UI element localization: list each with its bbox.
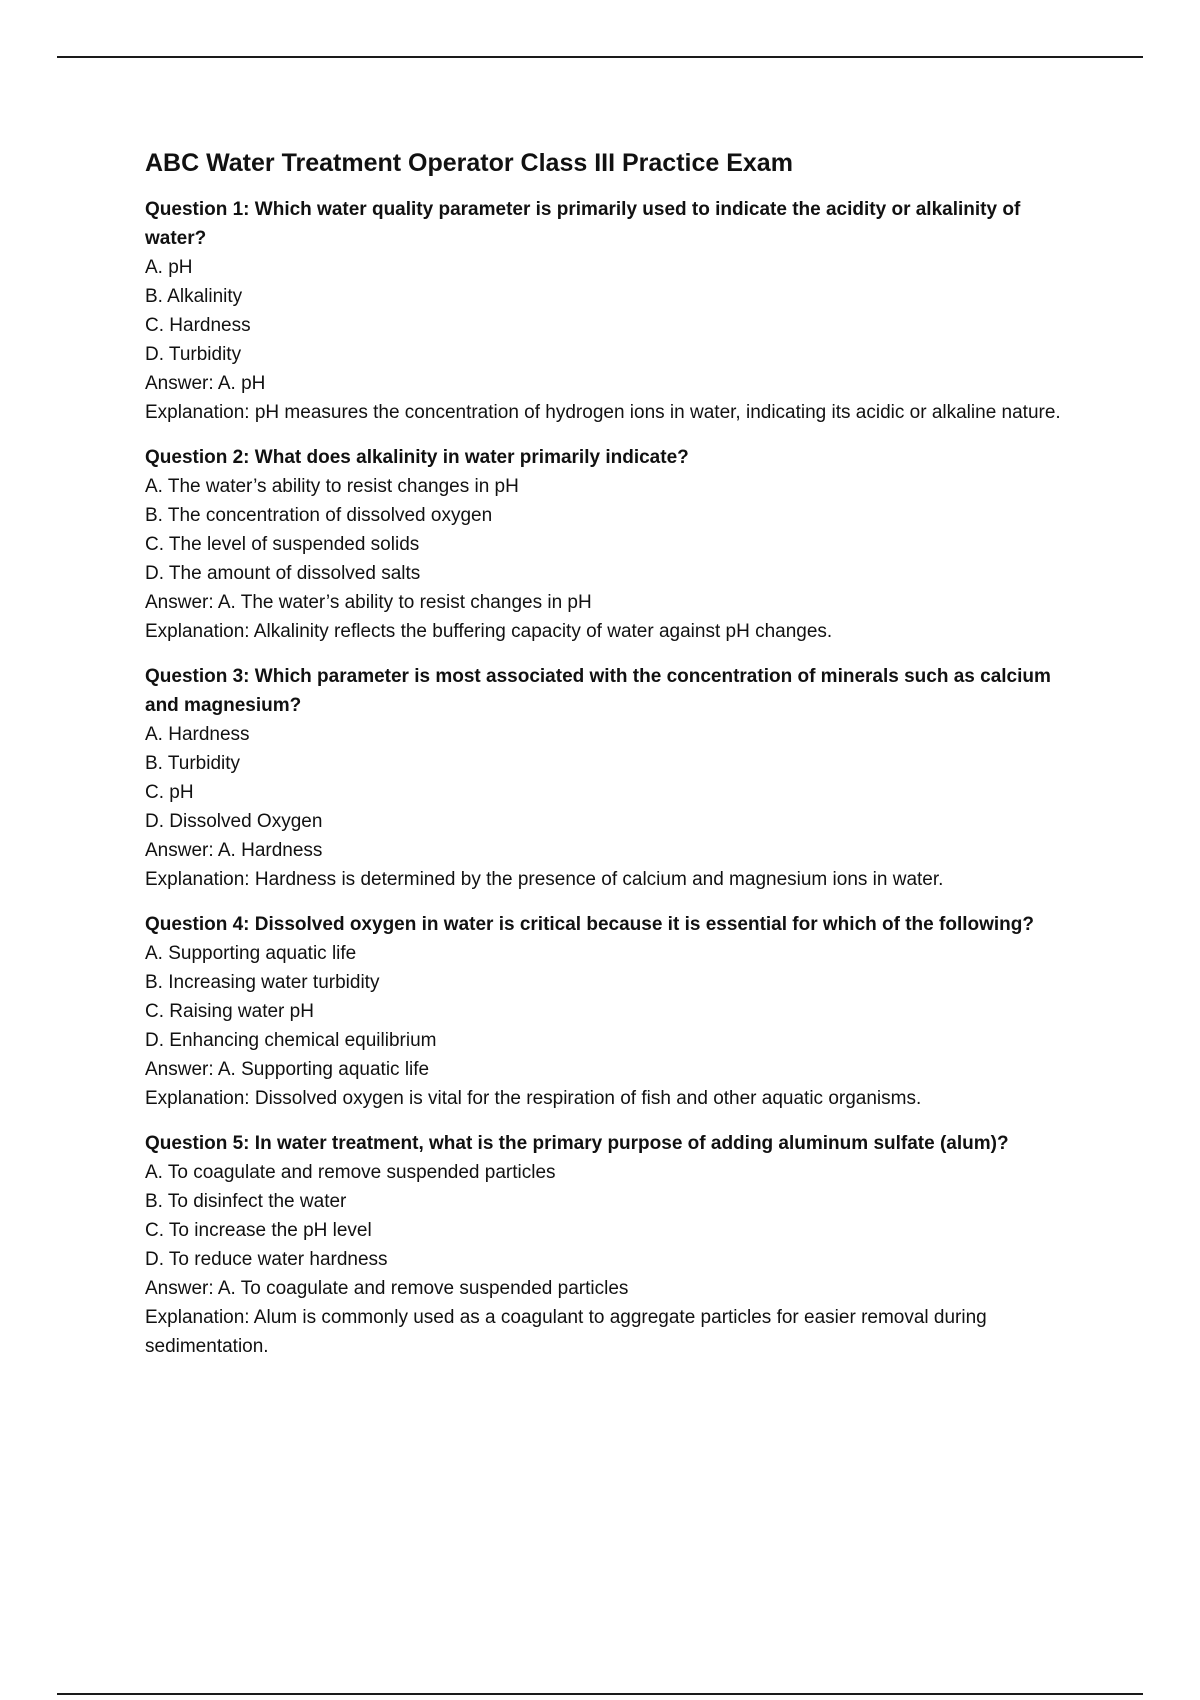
option-b: B. Increasing water turbidity [145,972,380,993]
option-c: C. The level of suspended solids [145,534,420,555]
answer: Answer: A. The water’s ability to resist changes in pH [145,592,592,613]
question-5 [145,1129,1075,1361]
explanation: Explanation: Alum is commonly used as a coagulant to aggregate particles for easier removal during sedimentation. [145,1307,987,1357]
explanation: Explanation: pH measures the concentration of hydrogen ions in water, indicating its acidic or alkaline nature. [145,402,1061,423]
answer: Answer: A. Hardness [145,840,323,861]
question-text: Question 5: In water treatment, what is the primary purpose of adding aluminum sulfate (alum)? [145,1133,1009,1154]
question-text: Question 4: Dissolved oxygen in water is critical because it is essential for which of the following? [145,914,1034,935]
bottom-rule [57,1693,1143,1695]
question-text: Question 3: Which parameter is most associated with the concentration of minerals such as calcium and magnesium? [145,666,1051,716]
option-b: B. To disinfect the water [145,1191,347,1212]
option-a: A. Supporting aquatic life [145,943,357,964]
question-4 [145,910,1075,1113]
explanation: Explanation: Hardness is determined by the presence of calcium and magnesium ions in water. [145,869,944,890]
option-b: B. The concentration of dissolved oxygen [145,505,493,526]
question-3 [145,662,1075,894]
answer: Answer: A. Supporting aquatic life [145,1059,430,1080]
answer: Answer: A. pH [145,373,266,394]
option-d: D. To reduce water hardness [145,1249,388,1270]
option-c: C. To increase the pH level [145,1220,372,1241]
option-a: A. To coagulate and remove suspended particles [145,1162,556,1183]
option-d: D. Turbidity [145,344,242,365]
option-c: C. pH [145,782,194,803]
option-d: D. The amount of dissolved salts [145,563,421,584]
top-rule [57,56,1143,58]
option-a: A. Hardness [145,724,250,745]
option-a: A. The water’s ability to resist changes in pH [145,476,519,497]
option-a: A. pH [145,257,193,278]
question-text: Question 1: Which water quality parameter is primarily used to indicate the acidity or alkalinity of water? [145,199,1021,249]
document-title: ABC Water Treatment Operator Class III Practice Exam [145,149,793,177]
explanation: Explanation: Dissolved oxygen is vital for the respiration of fish and other aquatic organisms. [145,1088,922,1109]
option-d: D. Enhancing chemical equilibrium [145,1030,437,1051]
option-b: B. Turbidity [145,753,241,774]
question-text: Question 2: What does alkalinity in water primarily indicate? [145,447,689,468]
option-b: B. Alkalinity [145,286,243,307]
option-d: D. Dissolved Oxygen [145,811,323,832]
explanation: Explanation: Alkalinity reflects the buffering capacity of water against pH changes. [145,621,833,642]
document-body [145,145,1075,1377]
question-1 [145,195,1075,427]
question-2 [145,443,1075,646]
answer: Answer: A. To coagulate and remove suspended particles [145,1278,629,1299]
option-c: C. Raising water pH [145,1001,314,1022]
option-c: C. Hardness [145,315,251,336]
